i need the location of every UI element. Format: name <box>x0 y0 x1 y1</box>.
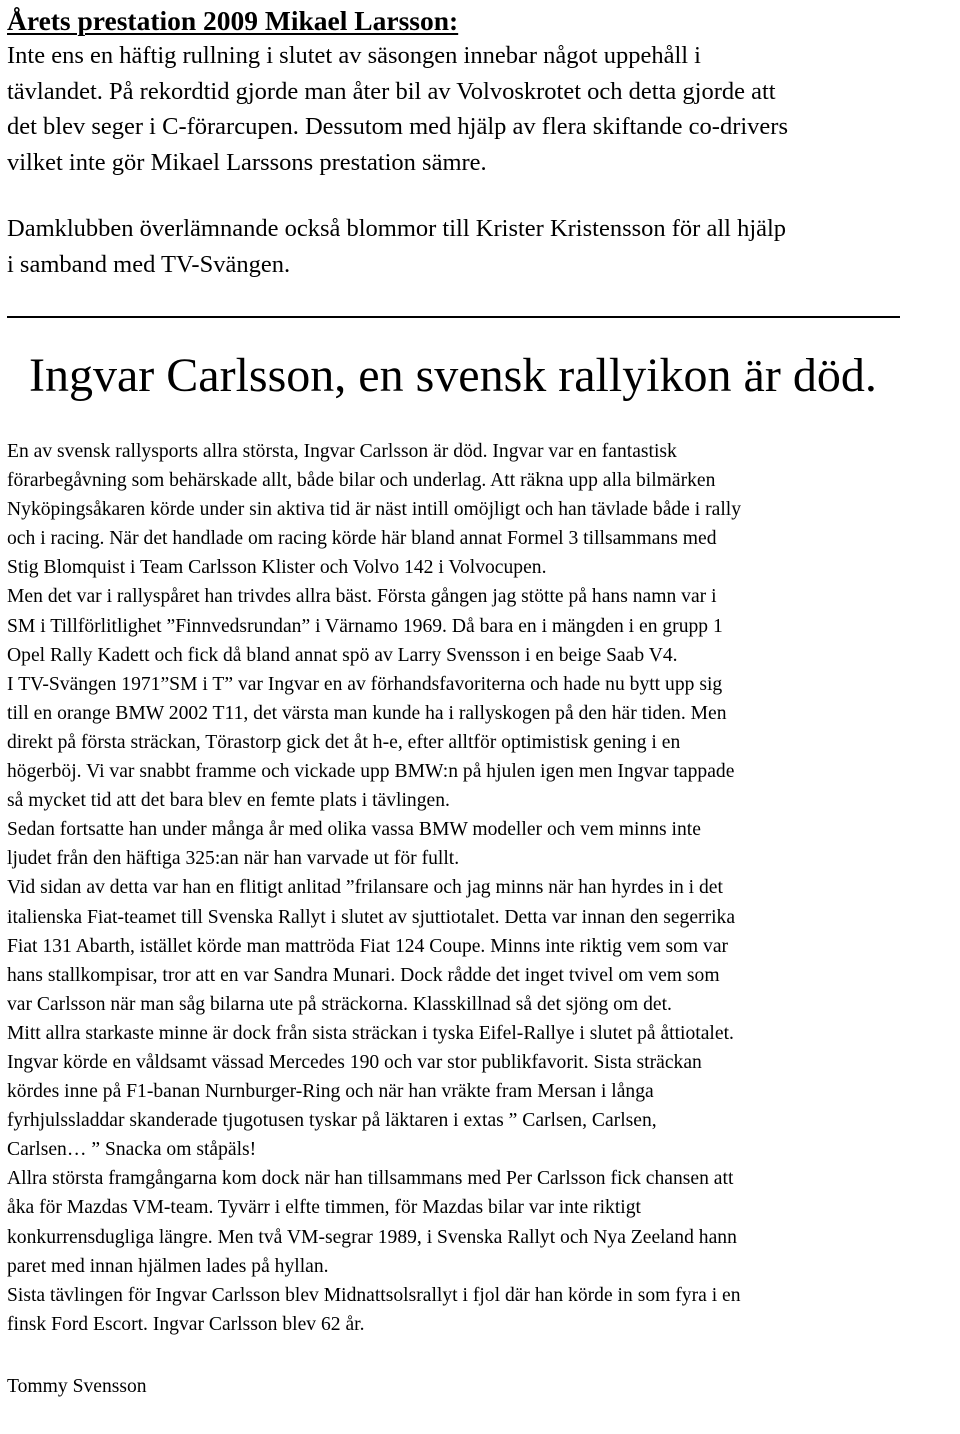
text-line: Fiat 131 Abarth, istället körde man mattröda Fiat 124 Coupe. Minns inte riktig vem som var <box>7 935 729 957</box>
text-line: och i racing. När det handlade om racing körde här bland annat Formel 3 tillsammans med <box>7 528 717 550</box>
intro-paragraph <box>7 38 788 180</box>
text-line: vilket inte gör Mikael Larssons prestation sämre. <box>7 148 487 176</box>
text-line: hans stallkompisar, tror att en var Sandra Munari. Dock rådde det inget tvivel om vem som <box>7 964 720 986</box>
text-line: förarbegåvning som behärskade allt, både bilar och underlag. Att räkna upp alla bilmärken <box>7 470 716 492</box>
text-line: I TV-Svängen 1971”SM i T” var Ingvar en av förhandsfavoriterna och hade nu bytt upp sig <box>7 673 723 695</box>
text-line: Inte ens en häftig rullning i slutet av säsongen innebar något uppehåll i <box>7 42 701 69</box>
text-line: finsk Ford Escort. Ingvar Carlsson blev 62 år. <box>7 1313 365 1335</box>
text-line: åka för Mazdas VM-team. Tyvärr i elfte timmen, för Mazdas bilar var inte riktigt <box>7 1197 641 1219</box>
text-line: Ingvar körde en våldsamt vässad Mercedes 190 och var stor publikfavorit. Sista sträckan <box>7 1051 702 1073</box>
text-line: Allra största framgångarna kom dock när han tillsammans med Per Carlsson fick chansen att <box>7 1168 734 1190</box>
text-line: Nyköpingsåkaren körde under sin aktiva tid är näst intill omöjligt och han tävlade både i rally <box>7 499 742 521</box>
text-line: fyrhjulssladdar skanderade tjugotusen tyskar på läktaren i extas ” Carlsen, Carlsen, <box>7 1110 657 1132</box>
text-line: Opel Rally Kadett och fick då bland annat spö av Larry Svensson i en beige Saab V4. <box>7 644 678 666</box>
text-line: det blev seger i C-förarcupen. Dessutom med hjälp av flera skiftande co-drivers <box>7 113 788 140</box>
damklubben-paragraph <box>7 211 786 282</box>
text-line: Stig Blomquist i Team Carlsson Klister och Volvo 142 i Volvocupen. <box>7 557 547 579</box>
article-title: Ingvar Carlsson, en svensk rallyikon är död. <box>29 349 877 402</box>
text-line: Sedan fortsatte han under många år med olika vassa BMW modeller och vem minns inte <box>7 819 701 841</box>
text-line: ljudet från den häftiga 325:an när han varvade ut för fullt. <box>7 848 460 870</box>
text-line: Mitt allra starkaste minne är dock från sista sträckan i tyska Eifel-Rallye i slutet på åttiotalet. <box>7 1022 734 1044</box>
text-line: paret med innan hjälmen lades på hyllan. <box>7 1255 329 1277</box>
text-line: Sista tävlingen för Ingvar Carlsson blev Midnattsolsrallyt i fjol där han körde in som fyra i en <box>7 1284 741 1306</box>
text-line: kördes inne på F1-banan Nurnburger-Ring och när han vräkte fram Mersan i långa <box>7 1081 654 1103</box>
text-line: En av svensk rallysports allra största, Ingvar Carlsson är död. Ingvar var en fantastisk <box>7 441 677 462</box>
horizontal-divider <box>7 316 900 318</box>
heading-arets-prestation: Årets prestation 2009 Mikael Larsson: <box>7 5 459 36</box>
article-body <box>7 437 741 1339</box>
text-line: Vid sidan av detta var han en flitigt anlitad ”frilansare och jag minns när han hyrdes in i det <box>7 877 723 899</box>
text-line: till en orange BMW 2002 T11, det värsta man kunde ha i rallyskogen på den här tiden. Men <box>7 702 727 724</box>
text-line: var Carlsson när man såg bilarna ute på sträckorna. Klasskillnad så det sjöng om det. <box>7 993 672 1015</box>
text-line: konkurrensdugliga längre. Men två VM-segrar 1989, i Svenska Rallyt och Nya Zeeland hann <box>7 1226 737 1248</box>
author-signature: Tommy Svensson <box>7 1376 147 1397</box>
text-line: SM i Tillförlitlighet ”Finnvedsrundan” i Värnamo 1969. Då bara en i mängden i en grupp 1 <box>7 615 723 637</box>
text-line: italienska Fiat-teamet till Svenska Rallyt i slutet av sjuttiotalet. Detta var innan den segerrika <box>7 906 736 928</box>
text-line: i samband med TV-Svängen. <box>7 250 291 278</box>
text-line: Men det var i rallyspåret han trivdes allra bäst. Första gången jag stötte på hans namn var i <box>7 586 717 608</box>
text-line: direkt på första sträckan, Törastorp gick det åt h-e, efter alltför optimistisk gening i en <box>7 731 681 753</box>
text-line: Damklubben överlämnande också blommor till Krister Kristensson för all hjälp <box>7 215 787 242</box>
text-line: tävlandet. På rekordtid gjorde man åter bil av Volvoskrotet och detta gjorde att <box>7 77 776 105</box>
text-line: högerböj. Vi var snabbt framme och vickade upp BMW:n på hjulen igen men Ingvar tappade <box>7 761 735 783</box>
text-line: Carlsen… ” Snacka om ståpäls! <box>7 1139 257 1161</box>
text-line: så mycket tid att det bara blev en femte plats i tävlingen. <box>7 790 450 812</box>
